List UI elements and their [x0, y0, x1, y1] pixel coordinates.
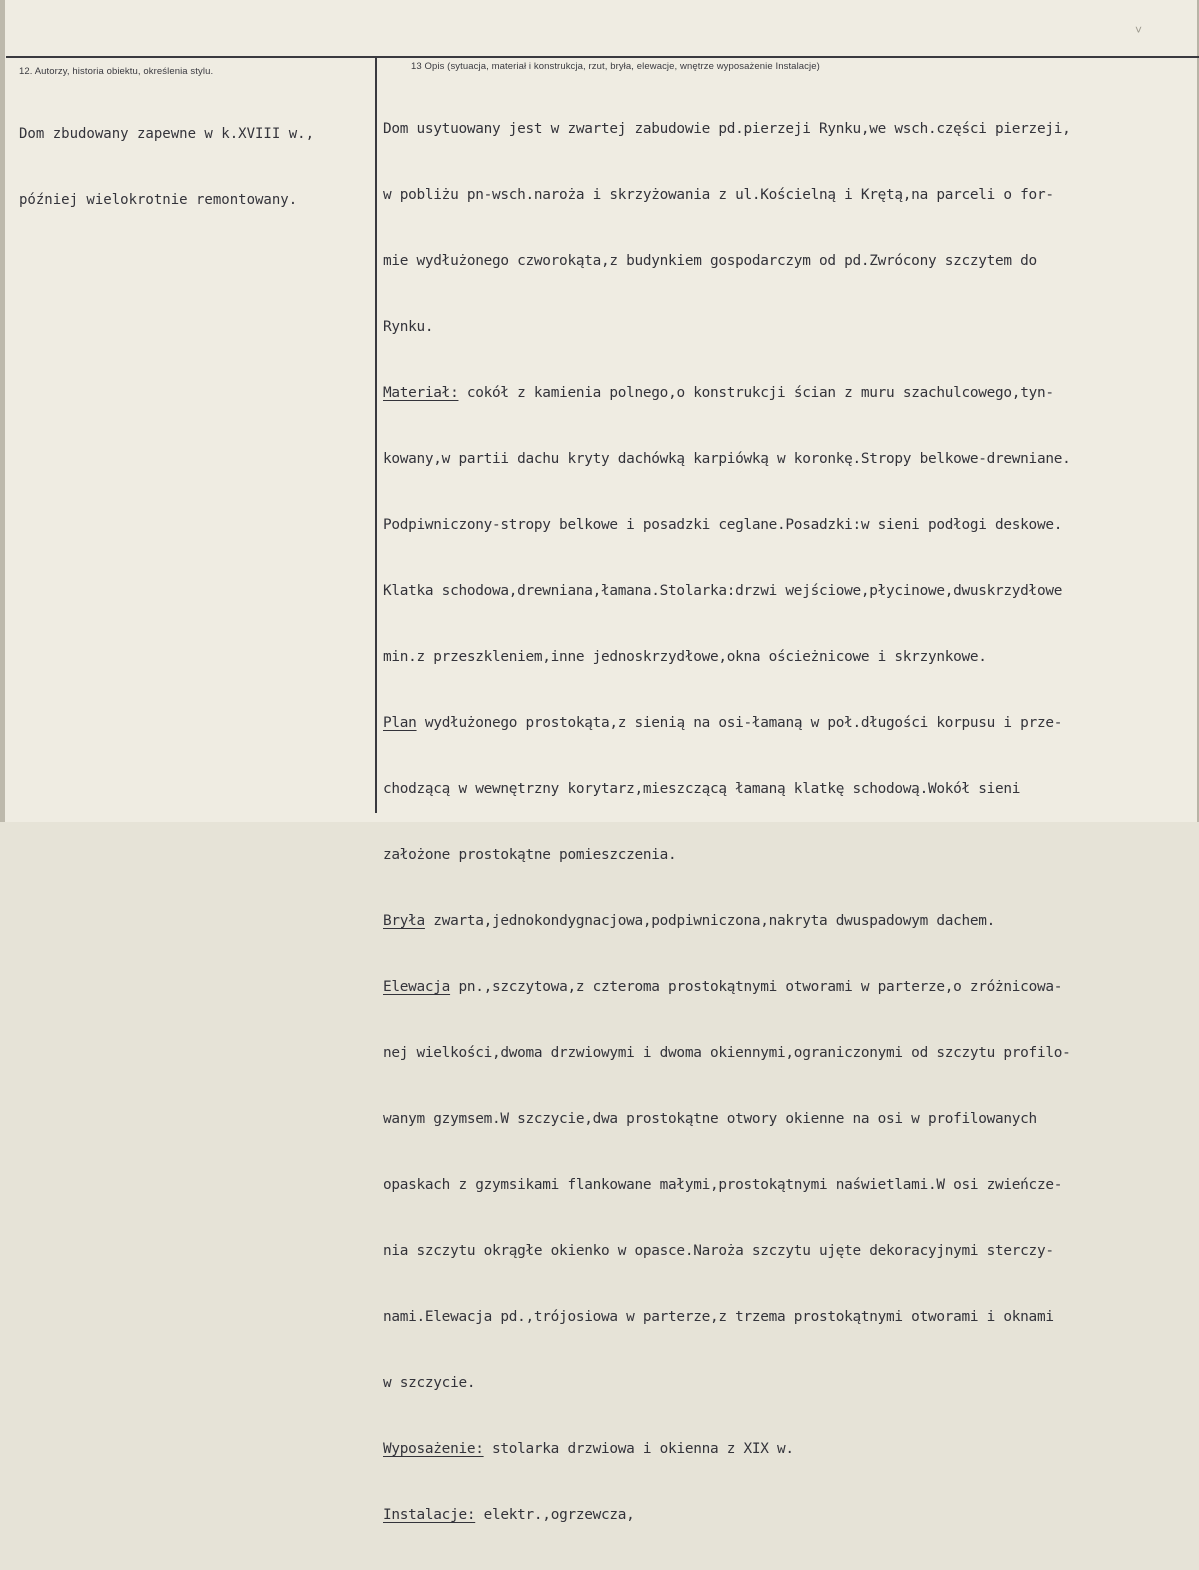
- field-13-line: [383, 448, 1193, 470]
- field-13-line: [383, 1108, 1193, 1130]
- line-text: cokół z kamienia polnego,o konstrukcji ścian z muru szachulcowego,tyn-: [458, 385, 1054, 401]
- section-heading-plan: Plan: [383, 715, 417, 731]
- line-text: Dom usytuowany jest w zwartej zabudowie pd.pierzeji Rynku,we wsch.części pierzeji,: [383, 121, 1071, 137]
- line-text: stolarka drzwiowa i okienna z XIX w.: [483, 1441, 794, 1457]
- field-13-line: [383, 1306, 1193, 1328]
- field-13-line: [383, 382, 1193, 404]
- form-top-rule: [6, 56, 1199, 58]
- field-13-line: [383, 778, 1193, 800]
- section-heading-material: Materiał:: [383, 385, 459, 401]
- field-13-content: [383, 74, 1193, 1570]
- field-13-line: [383, 316, 1193, 338]
- section-heading-bryla: Bryła: [383, 913, 425, 929]
- line-text: w pobliżu pn-wsch.naroża i skrzyżowania z ul.Kościelną i Krętą,na parceli o for-: [383, 187, 1054, 203]
- field-13-line: [383, 844, 1193, 866]
- field-13-line: [383, 1042, 1193, 1064]
- line-text: nej wielkości,dwoma drzwiowymi i dwoma okiennymi,ograniczonymi od szczytu profilo-: [383, 1045, 1071, 1061]
- field-12-line: Dom zbudowany zapewne w k.XVIII w.,: [19, 126, 315, 142]
- field-13-line: [383, 976, 1193, 998]
- line-text: kowany,w partii dachu kryty dachówką karpiówką w koronkę.Stropy belkowe-drewniane.: [383, 451, 1071, 467]
- line-text: Klatka schodowa,drewniana,łamana.Stolarka:drzwi wejściowe,płycinowe,dwuskrzydłowe: [383, 583, 1063, 599]
- field-13-line: [383, 1174, 1193, 1196]
- line-text: wanym gzymsem.W szczycie,dwa prostokątne otwory okienne na osi w profilowanych: [383, 1111, 1037, 1127]
- line-text: wydłużonego prostokąta,z sienią na osi-łamaną w poł.długości korpusu i prze-: [416, 715, 1063, 731]
- field-13-line: [383, 1240, 1193, 1262]
- line-text: opaskach z gzymsikami flankowane małymi,prostokątnymi naświetlami.W osi zwieńcze-: [383, 1177, 1063, 1193]
- corner-tick-mark: ˅: [1135, 23, 1143, 37]
- field-13-line: [383, 580, 1193, 602]
- field-12-content: [19, 79, 369, 255]
- field-13-line: [383, 1504, 1193, 1526]
- line-text: elektr.,ogrzewcza,: [475, 1507, 635, 1523]
- field-13-line: [383, 1372, 1193, 1394]
- line-text: mie wydłużonego czworokąta,z budynkiem gospodarczym od pd.Zwrócony szczytem do: [383, 253, 1037, 269]
- line-text: chodzącą w wewnętrzny korytarz,mieszczącą łamaną klatkę schodową.Wokół sieni: [383, 781, 1021, 797]
- field-12-line: później wielokrotnie remontowany.: [19, 192, 298, 208]
- section-heading-instalacje: Instalacje:: [383, 1507, 476, 1523]
- section-heading-elewacja: Elewacja: [383, 979, 451, 995]
- sheet-left-edge: [0, 0, 5, 822]
- field-13-line: [383, 910, 1193, 932]
- line-text: założone prostokątne pomieszczenia.: [383, 847, 677, 863]
- field-13-line: [383, 1438, 1193, 1460]
- field-12-label: 12. Autorzy, historia obiektu, określenia stylu.: [19, 66, 214, 77]
- line-text: min.z przeszkleniem,inne jednoskrzydłowe,okna ościeżnicowe i skrzynkowe.: [383, 649, 987, 665]
- line-text: zwarta,jednokondygnacjowa,podpiwniczona,nakryta dwuspadowym dachem.: [424, 913, 996, 929]
- line-text: w szczycie.: [383, 1375, 476, 1391]
- field-13-line: [383, 250, 1193, 272]
- line-text: nia szczytu okrągłe okienko w opasce.Naroża szczytu ujęte dekoracyjnymi sterczy-: [383, 1243, 1054, 1259]
- line-text: pn.,szczytowa,z czteroma prostokątnymi otworami w parterze,o zróżnicowa-: [450, 979, 1063, 995]
- line-text: Rynku.: [383, 319, 434, 335]
- field-13-line: [383, 184, 1193, 206]
- field-13-line: [383, 712, 1193, 734]
- column-divider: [375, 57, 377, 813]
- field-13-label: 13 Opis (sytuacja, materiał i konstrukcja, rzut, bryła, elewacje, wnętrze wyposażenie Instalacje): [411, 61, 820, 72]
- line-text: nami.Elewacja pd.,trójosiowa w parterze,z trzema prostokątnymi otworami i oknami: [383, 1309, 1054, 1325]
- field-13-line: [383, 646, 1193, 668]
- section-heading-wyposazenie: Wyposażenie:: [383, 1441, 484, 1457]
- field-13-line: [383, 118, 1193, 140]
- line-text: Podpiwniczony-stropy belkowe i posadzki ceglane.Posadzki:w sieni podłogi deskowe.: [383, 517, 1063, 533]
- field-13-line: [383, 514, 1193, 536]
